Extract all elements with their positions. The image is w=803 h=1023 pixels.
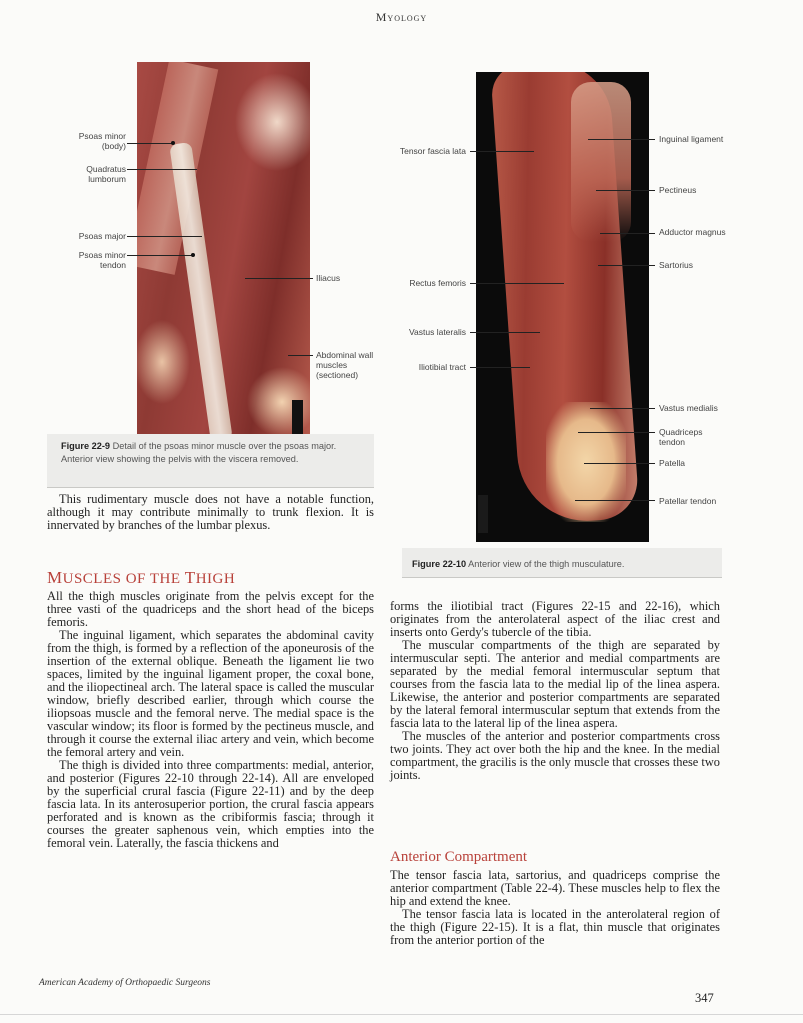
label-iliacus: Iliacus xyxy=(316,273,341,283)
label-psoas-minor-tendon: Psoas minor tendon xyxy=(78,250,126,270)
label-quadriceps-tendon: Quadriceps tendon xyxy=(659,427,703,447)
leader-line xyxy=(470,151,534,152)
psoas-dissection-photo xyxy=(137,62,310,434)
body-paragraph: This rudimentary muscle does not have a notable function, although it may contribute minimally to trunk flexion. It is innervated by branches of the lumbar plexus. xyxy=(47,492,374,532)
body-paragraph: forms the iliotibial tract (Figures 22-15 and 22-16), which originates from the anterolateral aspect of the iliac crest and inserts onto Gerdy's tubercle of the tibia. xyxy=(390,599,720,639)
caption-text: Anterior view of the thigh musculature. xyxy=(466,559,625,569)
leader-line xyxy=(596,190,655,191)
label-psoas-minor-body: Psoas minor (body) xyxy=(78,131,126,151)
body-paragraph: The inguinal ligament, which separates the abdominal cavity from the thigh, is formed by a reflection of the aponeurosis of the insertion of the external oblique. Beneath the ligament lie two spaces, limited by the inguinal ligament proper, the coxal bone, and the iliopectineal arch. The lateral space is called the muscular window, briefly described earlier, through which course the iliopsoas muscle and the femoral nerve. The medial space is the vascular window; its floor is formed by the pectineus muscle, and through it course the external iliac artery and vein, which become the femoral artery and vein. xyxy=(47,628,374,759)
leader-line xyxy=(598,265,655,266)
label-patella: Patella xyxy=(659,458,685,468)
page-edge-rule xyxy=(0,1014,803,1015)
caption-text: Detail of the psoas minor muscle over the psoas major. Anterior view showing the pelvis with the viscera removed. xyxy=(61,441,337,464)
leader-line xyxy=(590,408,655,409)
body-paragraph: The muscular compartments of the thigh are separated by intermuscular septi. The anterior and medial compartments are separated by the medial femoral intermuscular septum that courses from the fascia lata to the medial lip of the linea aspera. Likewise, the anterior and posterior compartments are separated by the lateral femoral intermuscular septum that extends from the fascia lata to the lateral lip of the linea aspera. xyxy=(390,638,720,730)
leader-line xyxy=(127,236,202,237)
leader-dot xyxy=(191,253,195,257)
photo-credit-strip xyxy=(292,400,303,434)
photo-credit-strip xyxy=(478,495,488,533)
photo-tendon xyxy=(169,142,233,434)
leader-line xyxy=(470,332,540,333)
body-paragraph: The muscles of the anterior and posterior compartments cross two joints. They act over both the hip and the knee. In the medial compartment, the gracilis is the only muscle that crosses these two joints. xyxy=(390,729,720,782)
thigh-dissection-photo xyxy=(476,72,649,542)
intro-paragraph-block xyxy=(47,493,374,532)
label-vastus-medialis: Vastus medialis xyxy=(659,403,718,413)
left-column xyxy=(47,590,374,850)
label-patellar-tendon: Patellar tendon xyxy=(659,496,717,506)
photo-upper-thigh xyxy=(571,82,631,242)
label-psoas-major: Psoas major xyxy=(78,231,126,241)
body-paragraph: The tensor fascia lata, sartorius, and quadriceps comprise the anterior compartment (Table 22-4). These muscles help to flex the hip and extend the knee. xyxy=(390,868,720,908)
leader-line xyxy=(575,500,655,501)
body-paragraph: The thigh is divided into three compartments: medial, anterior, and posterior (Figures 22-10 through 22-14). All are enveloped by the superficial crural fascia (Figure 22-11) and by the deep fascia lata. In its anterosuperior portion, the crural fascia appears perforated and is known as the cribiformis fascia; through it courses the greater saphenous vein, which empties into the femoral vein. Laterally, the fascia thickens and xyxy=(47,758,374,850)
label-vastus-lateralis: Vastus lateralis xyxy=(408,327,466,337)
leader-line xyxy=(245,278,313,279)
label-rectus-femoris: Rectus femoris xyxy=(409,278,466,288)
leader-line xyxy=(584,463,655,464)
label-adductor-magnus: Adductor magnus xyxy=(659,227,726,237)
label-pectineus: Pectineus xyxy=(659,185,697,195)
leader-line xyxy=(288,355,313,356)
publisher-footer: American Academy of Orthopaedic Surgeons xyxy=(39,978,211,988)
subsection-heading: Anterior Compartment xyxy=(390,849,528,865)
leader-line xyxy=(470,283,564,284)
leader-line xyxy=(578,432,655,433)
leader-line xyxy=(588,139,655,140)
label-inguinal-ligament: Inguinal ligament xyxy=(659,134,724,144)
body-paragraph: All the thigh muscles originate from the pelvis except for the three vasti of the quadriceps and the short head of the biceps femoris. xyxy=(47,589,374,629)
section-heading: MUSCLES OF THE THIGH xyxy=(47,568,236,587)
figure-caption xyxy=(402,548,722,578)
caption-label: Figure 22-10 xyxy=(412,559,467,569)
label-quadratus-lumborum: Quadratus lumborum xyxy=(86,164,126,184)
photo-knee xyxy=(546,402,626,522)
page-number: 347 xyxy=(695,991,714,1005)
leader-line xyxy=(470,367,530,368)
leader-line xyxy=(127,255,193,256)
label-sartorius: Sartorius xyxy=(659,260,694,270)
label-tensor-fascia-lata: Tensor fascia lata xyxy=(399,146,466,156)
leader-line xyxy=(600,233,655,234)
label-iliotibial-tract: Iliotibial tract xyxy=(418,362,466,372)
right-column-continued xyxy=(390,869,720,947)
right-column xyxy=(390,600,720,782)
label-abdominal-wall: Abdominal wall muscles (sectioned) xyxy=(316,350,374,380)
running-head: Myology xyxy=(375,10,428,24)
leader-line xyxy=(127,169,197,170)
leader-dot xyxy=(171,141,175,145)
leader-line xyxy=(127,143,173,144)
figure-caption xyxy=(47,434,374,488)
body-paragraph: The tensor fascia lata is located in the anterolateral region of the thigh (Figure 22-15). It is a flat, thin muscle that originates from the anterior portion of the xyxy=(390,907,720,947)
caption-label: Figure 22-9 xyxy=(61,441,111,451)
